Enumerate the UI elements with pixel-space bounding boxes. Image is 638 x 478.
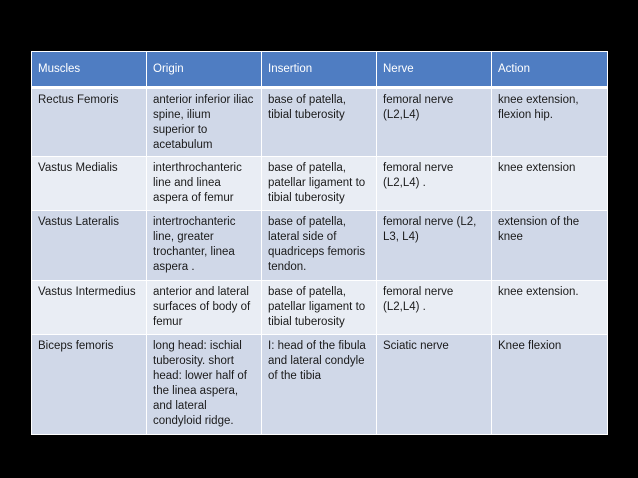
header-origin: Origin xyxy=(147,52,262,88)
cell-nerve: femoral nerve (L2,L4) . xyxy=(377,281,492,335)
header-nerve: Nerve xyxy=(377,52,492,88)
cell-nerve: femoral nerve (L2,L4) . xyxy=(377,157,492,211)
cell-nerve: Sciatic nerve xyxy=(377,335,492,435)
cell-insertion: base of patella, patellar ligament to tibial tuberosity xyxy=(262,281,377,335)
cell-origin: long head: ischial tuberosity. short head: lower half of the linea aspera, and lateral condyloid ridge. xyxy=(147,335,262,435)
cell-insertion: base of patella, tibial tuberosity xyxy=(262,88,377,157)
table-row xyxy=(32,281,608,335)
table-row xyxy=(32,88,608,157)
header-insertion: Insertion xyxy=(262,52,377,88)
header-muscles: Muscles xyxy=(32,52,147,88)
table-row xyxy=(32,157,608,211)
cell-action: extension of the knee xyxy=(492,211,608,281)
muscles-table xyxy=(31,51,608,435)
cell-muscle: Rectus Femoris xyxy=(32,88,147,157)
cell-action: knee extension. xyxy=(492,281,608,335)
cell-muscle: Biceps femoris xyxy=(32,335,147,435)
table-row xyxy=(32,335,608,435)
cell-muscle: Vastus Lateralis xyxy=(32,211,147,281)
cell-action: knee extension, flexion hip. xyxy=(492,88,608,157)
table-header-row xyxy=(32,52,608,88)
cell-insertion: base of patella, patellar ligament to tibial tuberosity xyxy=(262,157,377,211)
cell-muscle: Vastus Medialis xyxy=(32,157,147,211)
cell-nerve: femoral nerve (L2, L3, L4) xyxy=(377,211,492,281)
cell-origin: anterior inferior iliac spine, ilium superior to acetabulum xyxy=(147,88,262,157)
cell-muscle: Vastus Intermedius xyxy=(32,281,147,335)
header-action: Action xyxy=(492,52,608,88)
cell-action: knee extension xyxy=(492,157,608,211)
cell-origin: interthrochanteric line and linea aspera of femur xyxy=(147,157,262,211)
cell-insertion: base of patella, lateral side of quadriceps femoris tendon. xyxy=(262,211,377,281)
cell-action: Knee flexion xyxy=(492,335,608,435)
cell-insertion: I: head of the fibula and lateral condyle of the tibia xyxy=(262,335,377,435)
table-row xyxy=(32,211,608,281)
cell-origin: anterior and lateral surfaces of body of femur xyxy=(147,281,262,335)
cell-origin: intertrochanteric line, greater trochanter, linea aspera . xyxy=(147,211,262,281)
cell-nerve: femoral nerve (L2,L4) xyxy=(377,88,492,157)
